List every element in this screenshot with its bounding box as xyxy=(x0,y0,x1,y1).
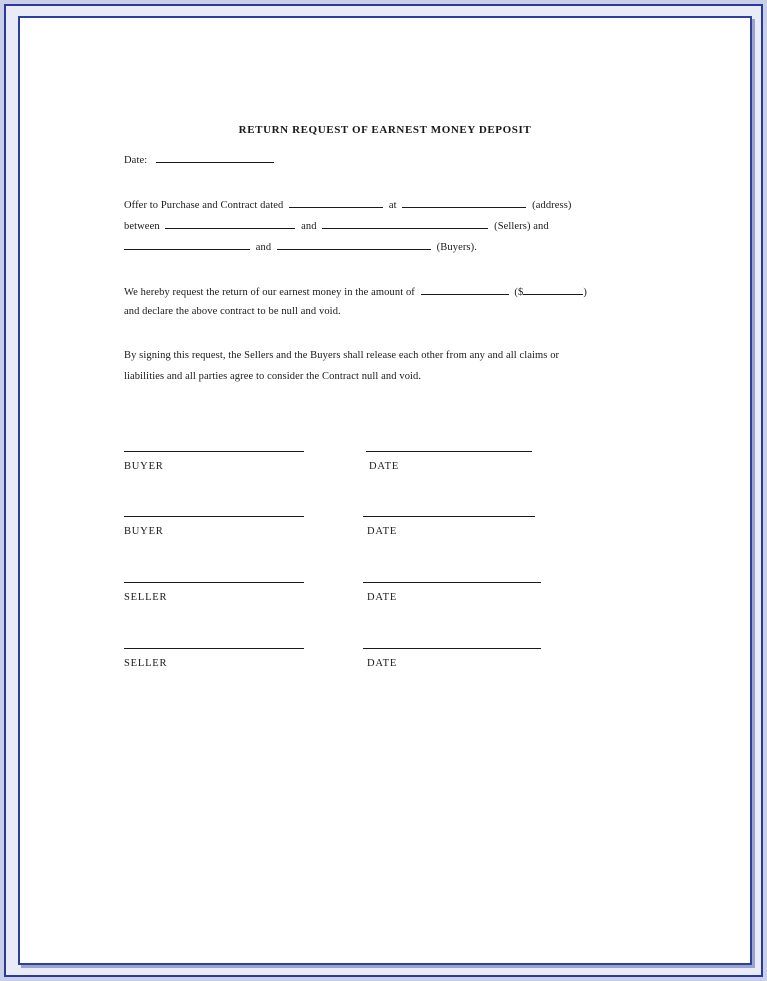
offer-line-3 xyxy=(124,239,477,255)
offer-text-address: (address) xyxy=(532,200,572,211)
request-line-2: and declare the above contract to be null and void. xyxy=(124,306,341,317)
buyer-date-label-1: DATE xyxy=(369,461,400,472)
seller-signature-line-1[interactable] xyxy=(124,582,304,583)
offer-text-and-1: and xyxy=(301,221,317,232)
address-blank[interactable] xyxy=(402,197,526,208)
buyer-label-2: BUYER xyxy=(124,526,164,537)
seller-label-2: SELLER xyxy=(124,658,168,669)
seller-date-label-2: DATE xyxy=(367,658,398,669)
buyer-date-label-2: DATE xyxy=(367,526,398,537)
buyer-label-1: BUYER xyxy=(124,461,164,472)
seller-date-line-2[interactable] xyxy=(363,648,541,649)
release-line-2: liabilities and all parties agree to consider the Contract null and void. xyxy=(124,371,422,382)
seller-name-blank-1[interactable] xyxy=(165,218,295,229)
buyer-signature-line-1[interactable] xyxy=(124,451,304,452)
offer-line-1 xyxy=(124,197,572,213)
buyer-date-line-1[interactable] xyxy=(366,451,532,452)
request-text-dollar: ($ xyxy=(514,287,524,298)
amount-words-blank[interactable] xyxy=(421,284,509,295)
buyer-name-blank-1[interactable] xyxy=(124,239,250,250)
request-line-1 xyxy=(124,284,587,300)
offer-text-at: at xyxy=(388,200,397,211)
date-blank[interactable] xyxy=(156,152,274,163)
offer-text-buyers: (Buyers). xyxy=(436,242,477,253)
offer-text-sellers-and: (Sellers) and xyxy=(494,221,549,232)
document-title: RETURN REQUEST OF EARNEST MONEY DEPOSIT xyxy=(238,124,532,136)
buyer-name-blank-2[interactable] xyxy=(277,239,431,250)
seller-date-label-1: DATE xyxy=(367,592,398,603)
buyer-date-line-2[interactable] xyxy=(363,516,535,517)
offer-text-contract-dated: Offer to Purchase and Contract dated xyxy=(124,200,284,211)
offer-line-2 xyxy=(124,218,549,234)
request-text-close-paren: ) xyxy=(583,287,587,298)
document-page xyxy=(18,16,752,965)
seller-label-1: SELLER xyxy=(124,592,168,603)
seller-date-line-1[interactable] xyxy=(363,582,541,583)
date-label: Date: xyxy=(124,155,148,166)
amount-figure-blank[interactable] xyxy=(523,284,583,295)
request-text-amount: We hereby request the return of our earnest money in the amount of xyxy=(124,287,415,298)
date-row xyxy=(124,152,274,168)
seller-signature-line-2[interactable] xyxy=(124,648,304,649)
offer-text-between: between xyxy=(124,221,160,232)
offer-text-and-2: and xyxy=(255,242,272,253)
seller-name-blank-2[interactable] xyxy=(322,218,488,229)
release-line-1: By signing this request, the Sellers and the Buyers shall release each other from any and all claims or xyxy=(124,350,560,361)
contract-date-blank[interactable] xyxy=(289,197,383,208)
buyer-signature-line-2[interactable] xyxy=(124,516,304,517)
